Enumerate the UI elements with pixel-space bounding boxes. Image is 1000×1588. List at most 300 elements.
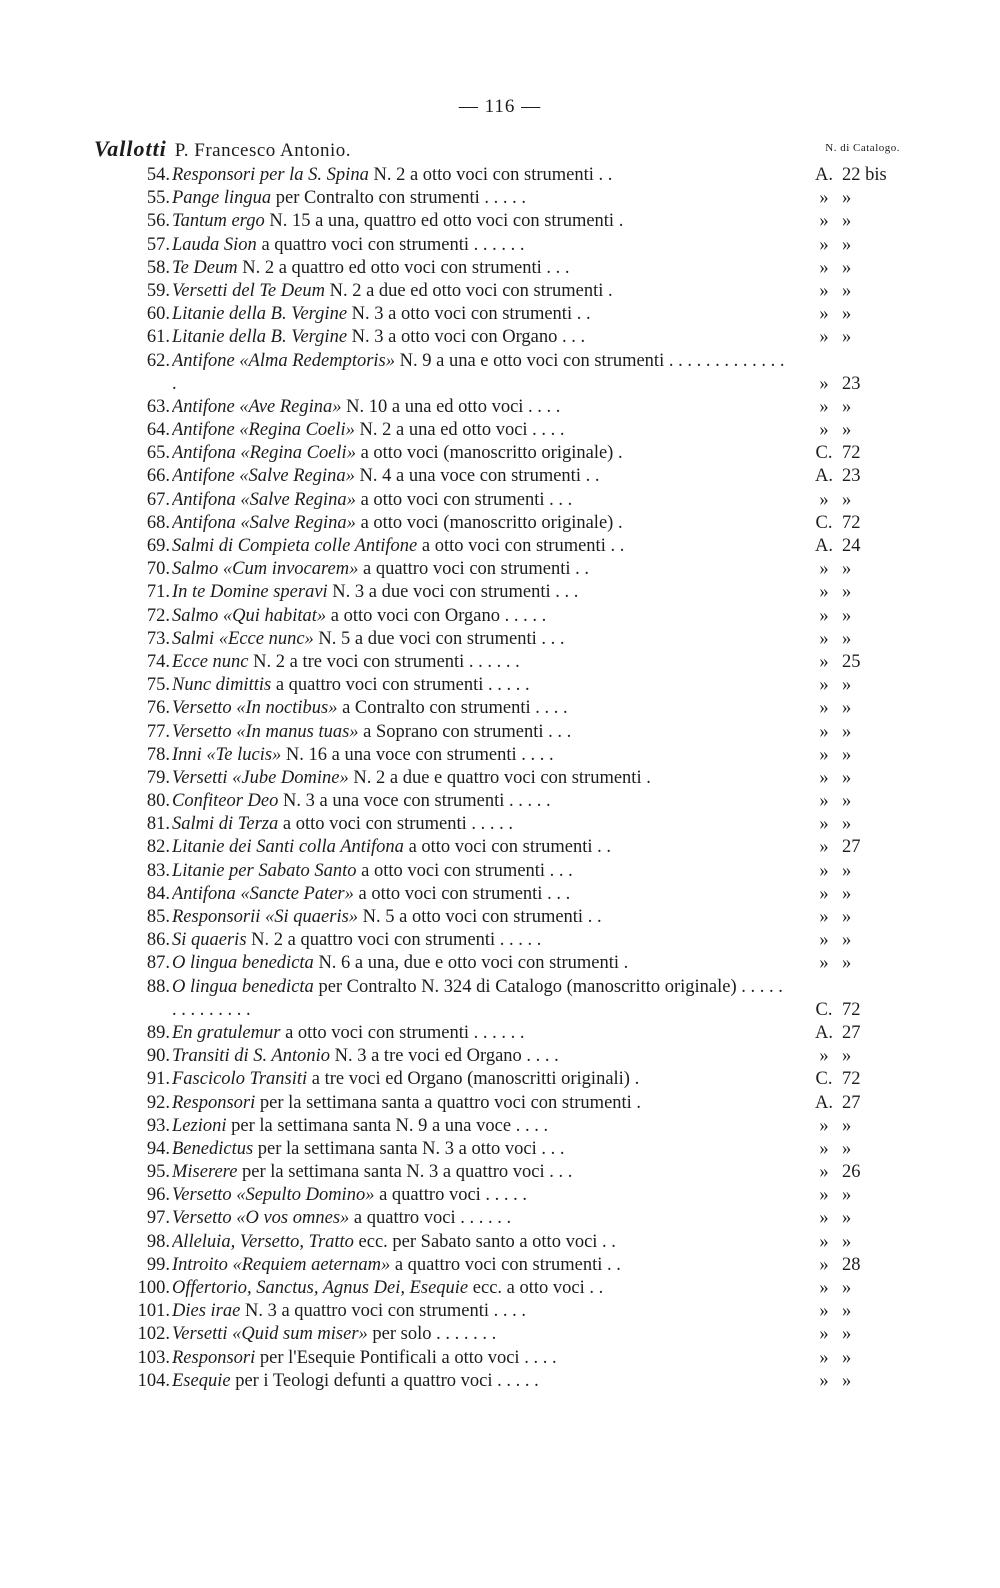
- entry-description: ecc. per Sabato santo a otto voci . .: [353, 1231, 616, 1252]
- catalog-reference: [812, 512, 904, 535]
- entry-text: [172, 767, 792, 790]
- catalog-column-label: N. di Catalogo.: [825, 142, 900, 154]
- list-item: [0, 674, 1000, 697]
- catalog-series: »: [819, 698, 829, 719]
- entry-text: [172, 1092, 792, 1115]
- catalog-series: »: [819, 1278, 829, 1299]
- entry-text: [172, 234, 792, 257]
- entry-description: per Contralto con strumenti . . . . .: [271, 188, 527, 209]
- catalog-reference: [812, 257, 904, 280]
- list-item: [0, 628, 1000, 651]
- catalog-series: A.: [815, 1022, 833, 1043]
- list-item: [0, 187, 1000, 210]
- catalog-number: »: [842, 234, 852, 255]
- catalog-number: 28: [842, 1254, 861, 1275]
- entry-text: [172, 674, 792, 697]
- entry-title: Antifona «Sancte Pater»: [172, 883, 354, 904]
- entry-title: Fascicolo Transiti: [172, 1069, 308, 1090]
- entry-number: 57.: [146, 234, 170, 255]
- catalog-reference: [812, 373, 904, 396]
- entry-text: [172, 1022, 792, 1045]
- list-item: [0, 257, 1000, 280]
- entry-description: a otto voci con strumenti . .: [417, 536, 625, 557]
- catalog-reference: [812, 836, 904, 859]
- catalog-series: A.: [815, 165, 833, 185]
- entry-title: Si quaeris: [172, 930, 247, 951]
- list-item: [0, 906, 1000, 929]
- catalog-number: 23: [842, 466, 861, 487]
- entry-text: [172, 605, 792, 628]
- entry-number: 100.: [137, 1278, 170, 1299]
- entry-title: Responsori: [172, 1347, 256, 1368]
- entry-description: N. 2 a quattro voci con strumenti . . . . .: [246, 930, 542, 951]
- author-header: [94, 136, 904, 162]
- entry-number: 82.: [146, 837, 170, 858]
- entry-description: N. 3 a una voce con strumenti . . . . .: [278, 791, 551, 812]
- page-number: — 116 —: [458, 96, 542, 117]
- catalog-number: »: [842, 1324, 852, 1345]
- catalog-number: 72: [842, 999, 861, 1020]
- entry-title: Antifona «Salve Regina»: [172, 489, 356, 510]
- catalog-series: »: [819, 1185, 829, 1206]
- entry-description: N. 2 a quattro ed otto voci con strumenti . . .: [237, 257, 570, 278]
- catalog-series: »: [819, 791, 829, 812]
- entry-text: [172, 164, 792, 187]
- catalog-series: »: [819, 257, 829, 278]
- entry-title: In te Domine speravi: [172, 582, 328, 603]
- catalog-number: 26: [842, 1162, 861, 1183]
- catalog-series: »: [819, 860, 829, 881]
- author-name: Vallotti: [94, 136, 167, 161]
- catalog-reference: [812, 326, 904, 349]
- catalog-reference: [812, 1254, 904, 1277]
- catalog-number: »: [842, 698, 852, 719]
- entry-text: [172, 512, 792, 535]
- catalog-series: »: [819, 744, 829, 765]
- entry-text: [172, 350, 792, 396]
- catalog-number: 27: [842, 1022, 861, 1043]
- entry-number: 78.: [146, 744, 170, 765]
- entry-title: Transiti di S. Antonio: [172, 1046, 330, 1067]
- catalog-number: »: [842, 675, 852, 696]
- entry-title: O lingua benedicta: [172, 953, 314, 974]
- entry-text: [172, 1207, 792, 1230]
- entry-number: 73.: [146, 628, 170, 649]
- entry-text: [172, 535, 792, 558]
- entry-title: Versetto «Sepulto Domino»: [172, 1185, 375, 1206]
- entry-description: N. 2 a due e quattro voci con strumenti .: [348, 767, 651, 788]
- entry-description: a otto voci con strumenti . . .: [356, 860, 573, 881]
- catalog-reference: [812, 1092, 904, 1115]
- entry-number: 67.: [146, 489, 170, 510]
- entry-text: [172, 1300, 792, 1323]
- catalog-series: »: [819, 582, 829, 603]
- catalog-number: »: [842, 721, 852, 742]
- entry-description: per la settimana santa N. 9 a una voce . . . .: [226, 1115, 549, 1136]
- entry-text: [172, 1323, 792, 1346]
- catalog-reference: [812, 1022, 904, 1045]
- entry-number: 66.: [146, 466, 170, 487]
- entry-number: 62.: [146, 350, 170, 371]
- entry-title: Lezioni: [172, 1115, 227, 1136]
- list-item: [0, 1092, 1000, 1115]
- catalog-number: »: [842, 327, 852, 348]
- entry-description: N. 3 a otto voci con Organo . . .: [347, 327, 586, 348]
- entry-description: N. 6 a una, due e otto voci con strumenti .: [313, 953, 629, 974]
- entry-number: 95.: [146, 1162, 170, 1183]
- entry-description: a otto voci con strumenti . . . . .: [278, 814, 514, 835]
- catalog-series: »: [819, 1254, 829, 1275]
- entry-description: a Soprano con strumenti . . .: [358, 721, 572, 742]
- entry-description: a Contralto con strumenti . . . .: [337, 698, 568, 719]
- entry-title: Antifone «Salve Regina»: [172, 466, 355, 487]
- catalog-number: »: [842, 1347, 852, 1368]
- catalog-reference: [812, 535, 904, 558]
- entry-text: [172, 929, 792, 952]
- entry-number: 64.: [146, 420, 170, 441]
- list-item: [0, 1277, 1000, 1300]
- entry-text: [172, 976, 792, 1022]
- catalog-number: »: [842, 304, 852, 325]
- list-item: [0, 326, 1000, 349]
- entry-description: per l'Esequie Pontificali a otto voci . . . .: [255, 1347, 557, 1368]
- entry-text: [172, 442, 792, 465]
- entry-text: [172, 396, 792, 419]
- entry-number: 101.: [137, 1301, 170, 1322]
- entry-text: [172, 1231, 792, 1254]
- catalog-series: »: [819, 1208, 829, 1229]
- entry-title: Salmi di Compieta colle Antifone: [172, 536, 418, 557]
- catalog-series: »: [819, 930, 829, 951]
- entry-description: N. 2 a tre voci con strumenti . . . . . .: [248, 651, 520, 672]
- catalog-series: A.: [815, 1092, 833, 1113]
- entry-text: [172, 210, 792, 233]
- entry-title: Inni «Te lucis»: [172, 744, 282, 765]
- entry-description: a otto voci con strumenti . . .: [353, 883, 571, 904]
- entry-number: 88.: [146, 976, 170, 997]
- entry-text: [172, 581, 792, 604]
- catalog-series: »: [819, 327, 829, 348]
- catalog-reference: [812, 1045, 904, 1068]
- catalog-reference: [812, 234, 904, 257]
- catalog-number: »: [842, 628, 852, 649]
- entry-title: Te Deum: [172, 257, 238, 278]
- catalog-series: »: [819, 1370, 829, 1391]
- entry-number: 83.: [146, 860, 170, 881]
- catalog-reference: [812, 813, 904, 836]
- entry-description: N. 3 a otto voci con strumenti . .: [347, 304, 591, 325]
- catalog-series: »: [819, 1324, 829, 1345]
- entry-number: 104.: [137, 1370, 170, 1391]
- entry-text: [172, 257, 792, 280]
- entry-title: Confiteor Deo: [172, 791, 279, 812]
- catalog-reference: [812, 303, 904, 326]
- catalog-series: »: [819, 396, 829, 417]
- catalog-reference: [812, 396, 904, 419]
- catalog-entry-list: [0, 164, 1000, 1393]
- entry-description: a quattro voci con strumenti . .: [358, 559, 590, 580]
- catalog-series: »: [819, 767, 829, 788]
- catalog-number: »: [842, 1185, 852, 1206]
- catalog-number: »: [842, 280, 852, 301]
- catalog-series: A.: [815, 466, 833, 487]
- entry-description: N. 2 a una ed otto voci . . . .: [354, 420, 565, 441]
- entry-number: 85.: [146, 907, 170, 928]
- catalog-series: C.: [815, 443, 833, 464]
- catalog-reference: [812, 1161, 904, 1184]
- catalog-series: »: [819, 628, 829, 649]
- catalog-series: »: [819, 883, 829, 904]
- entry-title: Antifone «Alma Redemptoris»: [172, 350, 395, 371]
- entry-number: 84.: [146, 883, 170, 904]
- entry-title: Versetto «In manus tuas»: [172, 721, 359, 742]
- entry-text: [172, 326, 792, 349]
- catalog-number: 23: [842, 373, 861, 394]
- list-item: [0, 1254, 1000, 1277]
- catalog-number: 72: [842, 443, 861, 464]
- catalog-number: »: [842, 1231, 852, 1252]
- entry-description: N. 5 a otto voci con strumenti . .: [358, 907, 602, 928]
- list-item: [0, 396, 1000, 419]
- entry-number: 96.: [146, 1185, 170, 1206]
- catalog-number: »: [842, 744, 852, 765]
- list-item: [0, 1347, 1000, 1370]
- entry-title: Litanie della B. Vergine: [172, 304, 348, 325]
- catalog-series: C.: [815, 1069, 833, 1090]
- entry-text: [172, 744, 792, 767]
- catalog-series: »: [819, 953, 829, 974]
- catalog-series: »: [819, 1347, 829, 1368]
- catalog-series: »: [819, 675, 829, 696]
- entry-number: 75.: [146, 675, 170, 696]
- catalog-number: »: [842, 582, 852, 603]
- list-item: [0, 442, 1000, 465]
- entry-number: 72.: [146, 605, 170, 626]
- catalog-reference: [812, 767, 904, 790]
- entry-text: [172, 952, 792, 975]
- catalog-series: »: [819, 559, 829, 580]
- catalog-number: »: [842, 420, 852, 441]
- entry-text: [172, 721, 792, 744]
- catalog-series: A.: [815, 536, 833, 557]
- entry-text: [172, 558, 792, 581]
- catalog-reference: [812, 999, 904, 1022]
- entry-description: a quattro voci con strumenti . .: [390, 1254, 621, 1275]
- list-item: [0, 489, 1000, 512]
- entry-title: Nunc dimittis: [172, 675, 272, 696]
- entry-number: 61.: [146, 327, 170, 348]
- entry-description: a tre voci ed Organo (manoscritti originali) .: [307, 1069, 640, 1090]
- entry-number: 56.: [146, 211, 170, 232]
- catalog-number: »: [842, 814, 852, 835]
- catalog-number: »: [842, 257, 852, 278]
- entry-number: 94.: [146, 1138, 170, 1159]
- catalog-reference: [812, 952, 904, 975]
- entry-title: Lauda Sion: [172, 234, 257, 255]
- list-item: [0, 1022, 1000, 1045]
- entry-description: N. 10 a una ed otto voci . . . .: [341, 396, 561, 417]
- entry-description: a otto voci con strumenti . .: [403, 837, 611, 858]
- entry-text: [172, 628, 792, 651]
- list-item: [0, 1231, 1000, 1254]
- catalog-reference: [812, 1068, 904, 1091]
- list-item: [0, 350, 1000, 396]
- catalog-number: »: [842, 1115, 852, 1136]
- list-item: [0, 976, 1000, 1022]
- catalog-number: 72: [842, 1069, 861, 1090]
- entry-title: Antifone «Ave Regina»: [172, 396, 342, 417]
- entry-description: N. 15 a una, quattro ed otto voci con strumenti .: [264, 211, 624, 232]
- entry-number: 93.: [146, 1115, 170, 1136]
- list-item: [0, 860, 1000, 883]
- entry-title: Salmo «Cum invocarem»: [172, 559, 359, 580]
- catalog-number: »: [842, 396, 852, 417]
- catalog-number: »: [842, 791, 852, 812]
- catalog-reference: [812, 674, 904, 697]
- list-item: [0, 535, 1000, 558]
- entry-number: 86.: [146, 930, 170, 951]
- entry-description: a otto voci con strumenti . . . . . .: [280, 1022, 525, 1043]
- catalog-reference: [812, 1347, 904, 1370]
- entry-description: a quattro voci con strumenti . . . . . .: [256, 234, 525, 255]
- list-item: [0, 1161, 1000, 1184]
- list-item: [0, 883, 1000, 906]
- list-item: [0, 1370, 1000, 1393]
- entry-number: 103.: [137, 1347, 170, 1368]
- catalog-reference: [812, 929, 904, 952]
- catalog-series: »: [819, 1138, 829, 1159]
- entry-number: 70.: [146, 559, 170, 580]
- catalog-series: »: [819, 1115, 829, 1136]
- entry-text: [172, 419, 792, 442]
- entry-text: [172, 813, 792, 836]
- catalog-series: »: [819, 1231, 829, 1252]
- entry-number: 97.: [146, 1208, 170, 1229]
- catalog-series: »: [819, 837, 829, 858]
- list-item: [0, 558, 1000, 581]
- entry-number: 102.: [137, 1324, 170, 1345]
- catalog-reference: [812, 1207, 904, 1230]
- entry-text: [172, 1115, 792, 1138]
- catalog-reference: [812, 280, 904, 303]
- list-item: [0, 952, 1000, 975]
- entry-number: 79.: [146, 767, 170, 788]
- entry-description: per i Teologi defunti a quattro voci . . . . .: [230, 1370, 539, 1391]
- entry-number: 91.: [146, 1069, 170, 1090]
- entry-title: Introito «Requiem aeternam»: [172, 1254, 391, 1275]
- entry-text: [172, 836, 792, 859]
- catalog-reference: [812, 187, 904, 210]
- catalog-series: »: [819, 1046, 829, 1067]
- entry-text: [172, 697, 792, 720]
- entry-description: per la settimana santa a quattro voci con strumenti .: [255, 1092, 642, 1113]
- entry-description: N. 9 a una e otto voci con strumenti . . . . . . . . . . . . . .: [172, 350, 785, 394]
- list-item: [0, 1138, 1000, 1161]
- list-item: [0, 465, 1000, 488]
- catalog-series: »: [819, 373, 829, 394]
- catalog-number: »: [842, 1370, 852, 1391]
- entry-number: 81.: [146, 814, 170, 835]
- entry-text: [172, 489, 792, 512]
- catalog-number: »: [842, 860, 852, 881]
- entry-title: O lingua benedicta: [172, 976, 314, 997]
- list-item: [0, 419, 1000, 442]
- entry-title: Responsori per la S. Spina: [172, 165, 369, 185]
- catalog-number: »: [842, 767, 852, 788]
- catalog-number: »: [842, 1208, 852, 1229]
- catalog-series: »: [819, 721, 829, 742]
- entry-title: Salmo «Qui habitat»: [172, 605, 327, 626]
- catalog-reference: [812, 581, 904, 604]
- catalog-number: »: [842, 188, 852, 209]
- list-item: [0, 744, 1000, 767]
- entry-title: Litanie della B. Vergine: [172, 327, 348, 348]
- author-details: P. Francesco Antonio.: [174, 140, 352, 161]
- entry-description: N. 4 a una voce con strumenti . .: [354, 466, 600, 487]
- entry-description: a otto voci con strumenti . . .: [355, 489, 573, 510]
- catalog-number: 24: [842, 536, 861, 557]
- list-item: [0, 790, 1000, 813]
- entry-title: Versetti «Quid sum miser»: [172, 1324, 368, 1345]
- catalog-reference: [812, 1277, 904, 1300]
- entry-title: Litanie per Sabato Santo: [172, 860, 357, 881]
- entry-title: Pange lingua: [172, 188, 272, 209]
- list-item: [0, 721, 1000, 744]
- entry-text: [172, 1277, 792, 1300]
- entry-text: [172, 1138, 792, 1161]
- entry-text: [172, 187, 792, 210]
- entry-text: [172, 303, 792, 326]
- catalog-reference: [812, 651, 904, 674]
- catalog-series: »: [819, 211, 829, 232]
- list-item: [0, 1045, 1000, 1068]
- entry-title: Responsorii «Si quaeris»: [172, 907, 359, 928]
- entry-title: Offertorio, Sanctus, Agnus Dei, Esequie: [172, 1278, 469, 1299]
- entry-number: 59.: [146, 280, 170, 301]
- list-item: [0, 1115, 1000, 1138]
- entry-text: [172, 1045, 792, 1068]
- entry-text: [172, 906, 792, 929]
- entry-number: 65.: [146, 443, 170, 464]
- entry-number: 69.: [146, 536, 170, 557]
- catalog-reference: [812, 744, 904, 767]
- entry-title: Benedictus: [172, 1138, 254, 1159]
- list-item: [0, 1184, 1000, 1207]
- list-item: [0, 697, 1000, 720]
- catalog-series: »: [819, 304, 829, 325]
- catalog-number: »: [842, 930, 852, 951]
- catalog-series: »: [819, 605, 829, 626]
- entry-number: 54.: [146, 165, 170, 185]
- catalog-number: »: [842, 1046, 852, 1067]
- catalog-reference: [812, 489, 904, 512]
- catalog-number: »: [842, 1138, 852, 1159]
- entry-number: 55.: [146, 188, 170, 209]
- entry-title: Versetti del Te Deum: [172, 280, 325, 301]
- entry-number: 63.: [146, 396, 170, 417]
- catalog-series: C.: [815, 512, 833, 533]
- entry-description: a quattro voci . . . . .: [374, 1185, 528, 1206]
- entry-description: ecc. a otto voci . .: [468, 1278, 604, 1299]
- catalog-number: 72: [842, 512, 861, 533]
- entry-description: N. 3 a due voci con strumenti . . .: [327, 582, 579, 603]
- catalog-reference: [812, 860, 904, 883]
- catalog-reference: [812, 1323, 904, 1346]
- list-item: [0, 280, 1000, 303]
- list-item: [0, 605, 1000, 628]
- list-item: [0, 234, 1000, 257]
- catalog-reference: [812, 1300, 904, 1323]
